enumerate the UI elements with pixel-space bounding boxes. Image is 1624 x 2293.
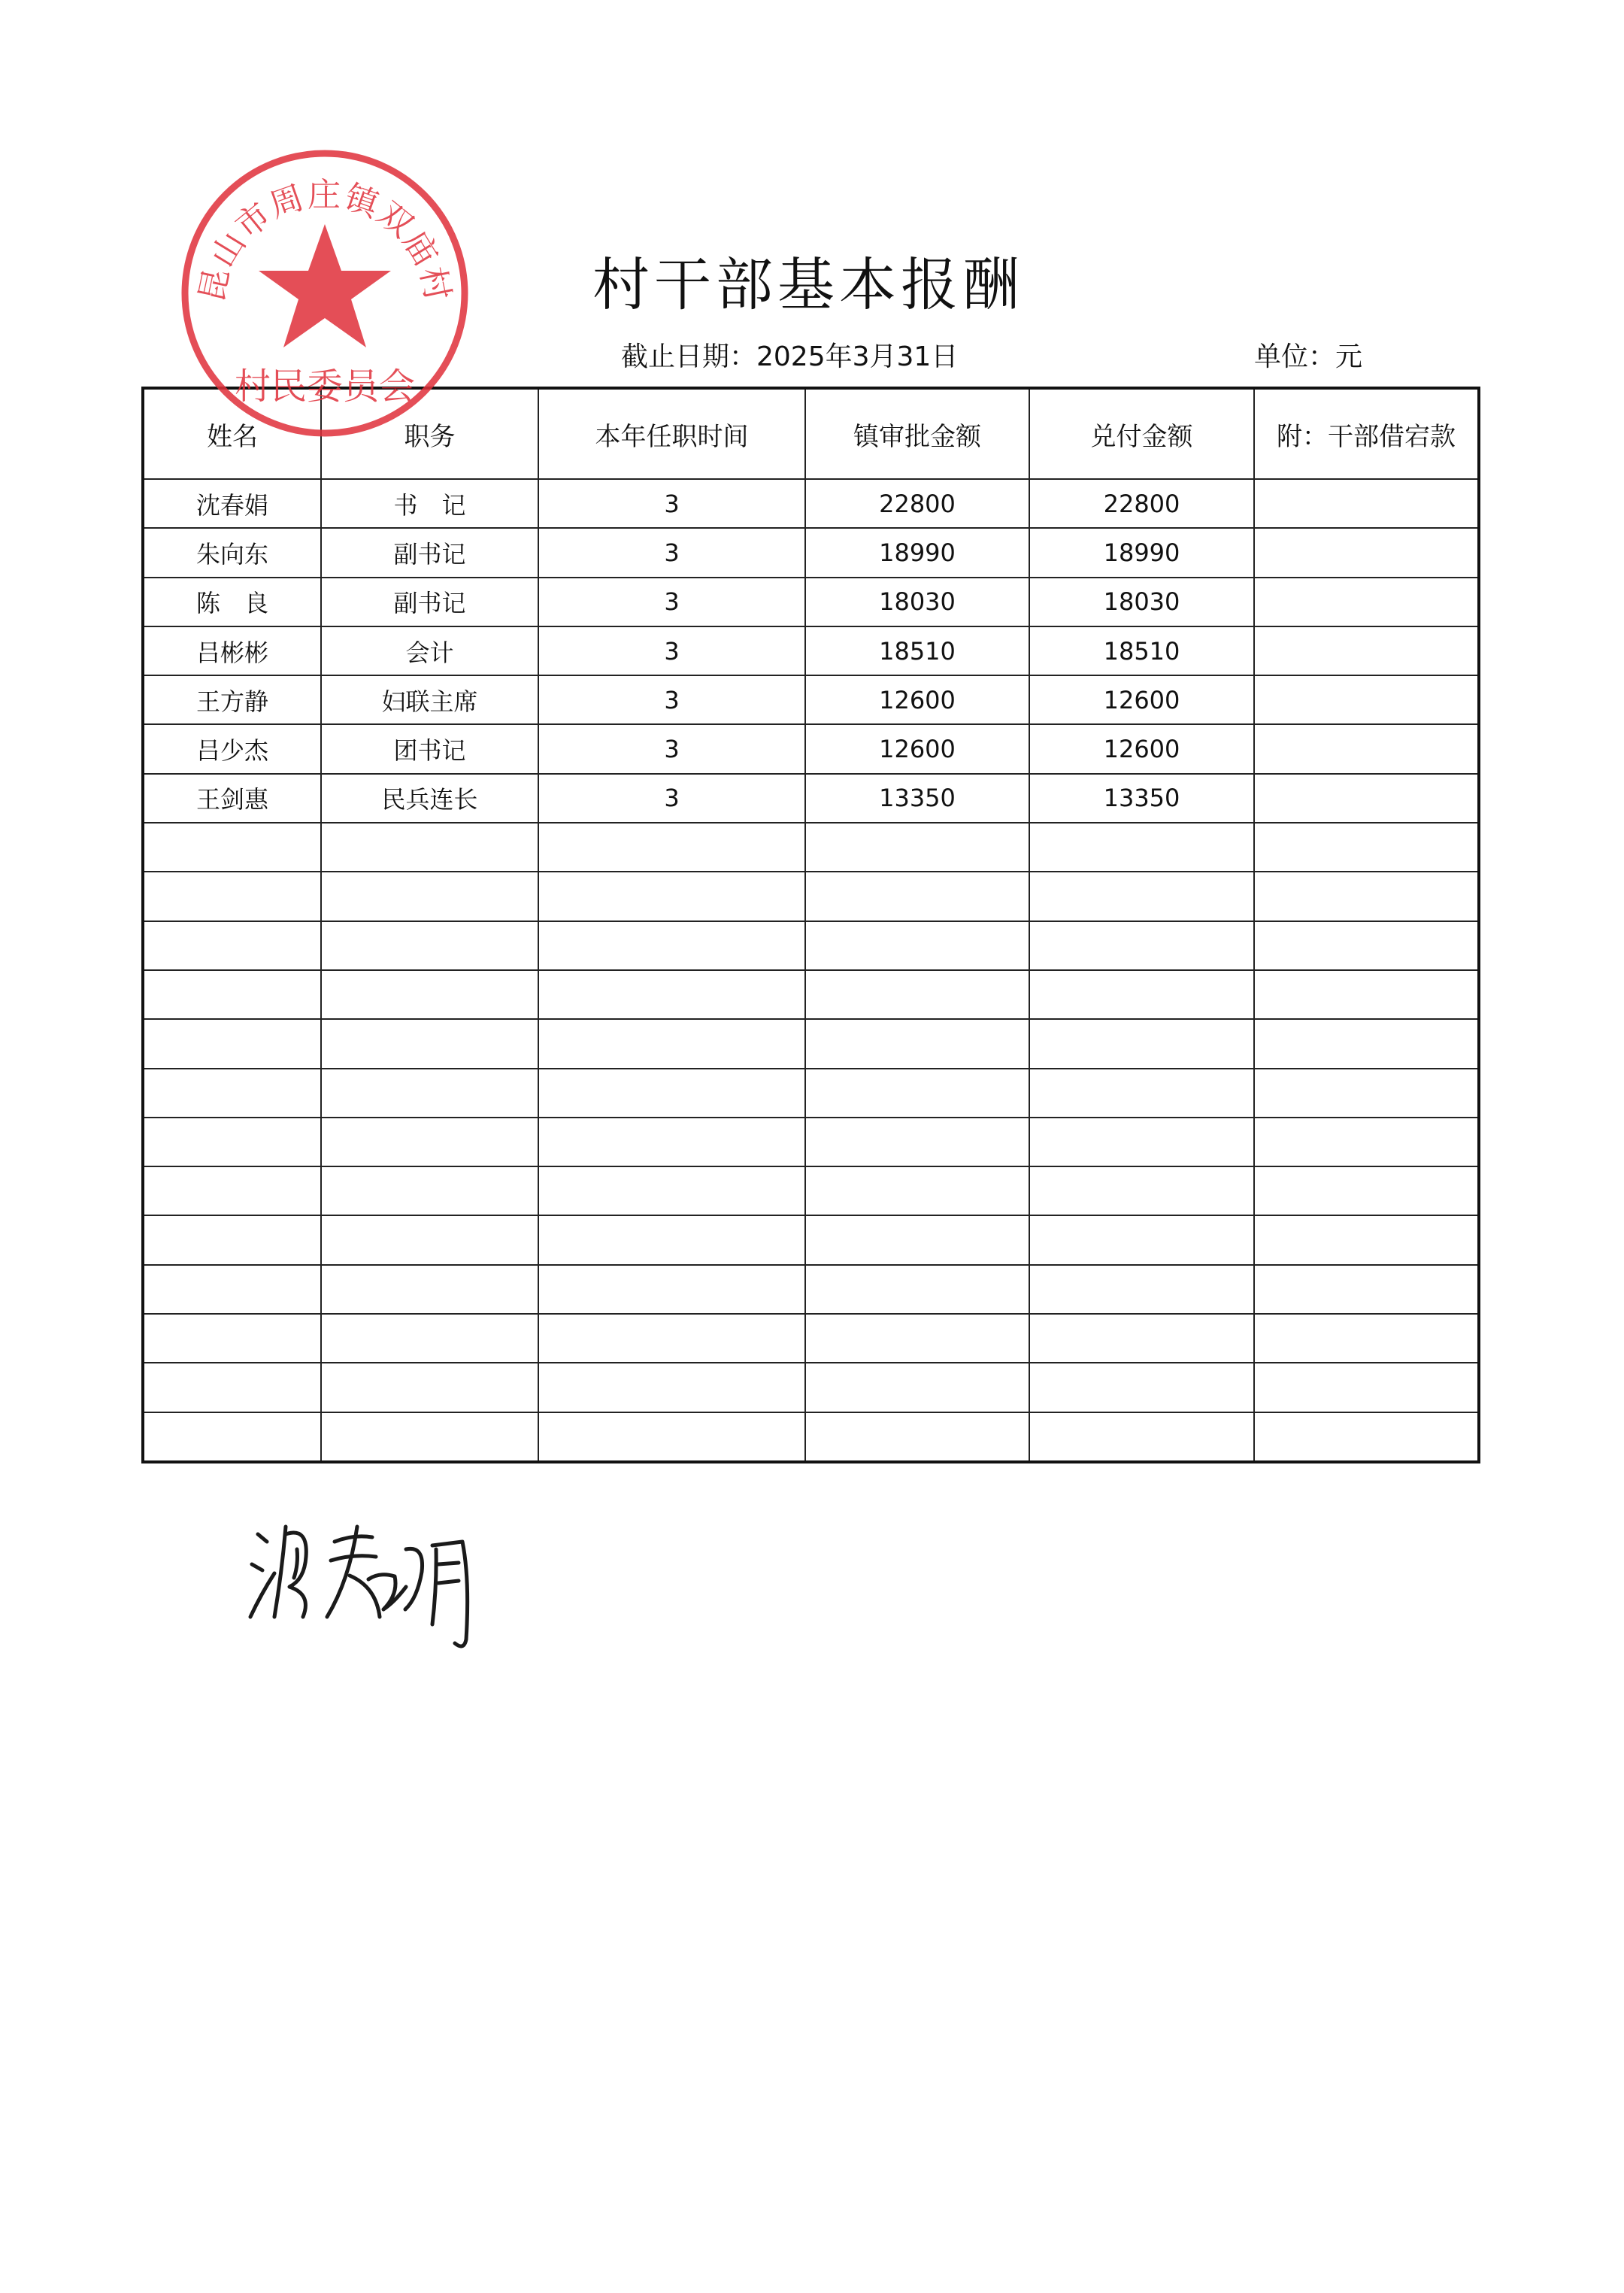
cell-approved-amount [805,1118,1029,1166]
cell-position [321,1069,538,1118]
table-row [143,872,1479,921]
cell-tenure: 3 [538,675,805,724]
cell-paid-amount [1029,1314,1254,1363]
cell-approved-amount: 12600 [805,724,1029,773]
cell-loan-note [1254,1215,1479,1264]
cell-tenure [538,1265,805,1314]
table-row [143,774,1479,823]
cell-name: 吕彬彬 [143,626,321,675]
cell-name [143,1118,321,1166]
cell-loan-note [1254,1118,1479,1166]
cell-position [321,1363,538,1412]
cell-approved-amount [805,1363,1029,1412]
cell-position: 会计 [321,626,538,675]
cell-approved-amount [805,1019,1029,1068]
official-seal [174,143,475,444]
cell-approved-amount: 12600 [805,675,1029,724]
header-name: 姓名 [143,388,321,479]
cell-tenure [538,1069,805,1118]
cell-loan-note [1254,1265,1479,1314]
cell-position [321,1215,538,1264]
cell-name: 沈春娟 [143,479,321,528]
cell-tenure: 3 [538,626,805,675]
cell-loan-note [1254,823,1479,872]
cell-name [143,1019,321,1068]
cell-approved-amount: 18990 [805,528,1029,577]
cell-loan-note [1254,578,1479,626]
header-paid-amount: 兑付金额 [1029,388,1254,479]
cell-loan-note [1254,528,1479,577]
cell-approved-amount [805,1265,1029,1314]
cell-paid-amount [1029,1069,1254,1118]
cell-name [143,921,321,970]
cell-tenure [538,1019,805,1068]
cell-loan-note [1254,675,1479,724]
cell-loan-note [1254,1166,1479,1215]
cell-tenure [538,823,805,872]
cell-position: 妇联主席 [321,675,538,724]
cell-tenure [538,1314,805,1363]
cell-position [321,1314,538,1363]
cell-paid-amount: 18990 [1029,528,1254,577]
table-row [143,528,1479,577]
cell-position [321,1412,538,1462]
cell-paid-amount [1029,921,1254,970]
cell-approved-amount [805,1412,1029,1462]
header-position: 职务 [321,388,538,479]
cell-position [321,1118,538,1166]
cell-position: 副书记 [321,578,538,626]
cell-position: 民兵连长 [321,774,538,823]
cell-name [143,823,321,872]
cell-name [143,1363,321,1412]
cell-position [321,823,538,872]
cell-position [321,921,538,970]
cell-position [321,1166,538,1215]
cell-position [321,1019,538,1068]
cell-tenure [538,970,805,1019]
table-row [143,724,1479,773]
cell-loan-note [1254,1412,1479,1462]
cell-approved-amount: 22800 [805,479,1029,528]
cell-loan-note [1254,479,1479,528]
cell-position: 团书记 [321,724,538,773]
cell-name [143,1412,321,1462]
cell-loan-note [1254,724,1479,773]
cell-position [321,1265,538,1314]
cell-paid-amount [1029,1166,1254,1215]
cell-name: 朱向东 [143,528,321,577]
cell-name: 吕少杰 [143,724,321,773]
cell-loan-note [1254,626,1479,675]
cell-tenure: 3 [538,479,805,528]
table-body [143,479,1479,1462]
table-row [143,1215,1479,1264]
cell-name: 陈 良 [143,578,321,626]
cell-paid-amount [1029,970,1254,1019]
cell-paid-amount: 12600 [1029,724,1254,773]
seal-inner-text: 村民委员会 [234,365,416,408]
cell-loan-note [1254,1069,1479,1118]
cell-approved-amount [805,1069,1029,1118]
cell-name [143,1166,321,1215]
cell-approved-amount [805,921,1029,970]
cell-tenure [538,1363,805,1412]
cell-tenure [538,1412,805,1462]
cell-approved-amount [805,1215,1029,1264]
cell-position [321,872,538,921]
cell-paid-amount [1029,872,1254,921]
table-row [143,823,1479,872]
cell-loan-note [1254,774,1479,823]
table-row [143,675,1479,724]
cell-position: 副书记 [321,528,538,577]
cell-loan-note [1254,921,1479,970]
cell-approved-amount: 13350 [805,774,1029,823]
cell-name [143,1314,321,1363]
table-row [143,970,1479,1019]
table-row [143,1412,1479,1462]
cell-name [143,1265,321,1314]
cell-paid-amount [1029,1019,1254,1068]
cell-loan-note [1254,872,1479,921]
cell-paid-amount [1029,823,1254,872]
handwritten-signature [244,1504,492,1655]
cell-tenure [538,1215,805,1264]
cell-name [143,970,321,1019]
cell-approved-amount [805,1314,1029,1363]
cell-name [143,1215,321,1264]
cell-position [321,970,538,1019]
cell-approved-amount: 18510 [805,626,1029,675]
cell-paid-amount: 22800 [1029,479,1254,528]
cell-paid-amount [1029,1215,1254,1264]
cell-name [143,872,321,921]
cell-tenure [538,1166,805,1215]
unit-label: 单位：元 [1254,341,1363,372]
table-row [143,1118,1479,1166]
cell-tenure [538,872,805,921]
cell-tenure [538,921,805,970]
cell-paid-amount: 18510 [1029,626,1254,675]
seal-star-icon [259,224,391,347]
cell-name [143,1069,321,1118]
cell-paid-amount [1029,1363,1254,1412]
cell-paid-amount [1029,1412,1254,1462]
table-row [143,1166,1479,1215]
header-approved-amount: 镇审批金额 [805,388,1029,479]
cell-approved-amount [805,970,1029,1019]
cell-approved-amount [805,823,1029,872]
cell-loan-note [1254,1363,1479,1412]
date-label: 截止日期：2025年3月31日 [621,341,959,372]
table-row [143,1265,1479,1314]
table-row [143,1314,1479,1363]
cell-tenure [538,1118,805,1166]
header-loan-note: 附：干部借宕款 [1254,388,1479,479]
table-row [143,921,1479,970]
table-row [143,479,1479,528]
table-row [143,1363,1479,1412]
cell-paid-amount [1029,1118,1254,1166]
cell-tenure: 3 [538,774,805,823]
cell-tenure: 3 [538,578,805,626]
table-row [143,1069,1479,1118]
cell-approved-amount: 18030 [805,578,1029,626]
cell-name: 王方静 [143,675,321,724]
cell-tenure: 3 [538,528,805,577]
cell-position: 书 记 [321,479,538,528]
cell-tenure: 3 [538,724,805,773]
cell-approved-amount [805,872,1029,921]
compensation-table [141,387,1480,1463]
cell-loan-note [1254,1019,1479,1068]
table-row [143,578,1479,626]
cell-name: 王剑惠 [143,774,321,823]
header-tenure: 本年任职时间 [538,388,805,479]
cell-paid-amount: 13350 [1029,774,1254,823]
cell-loan-note [1254,1314,1479,1363]
cell-paid-amount: 12600 [1029,675,1254,724]
seal-outer-text: 昆山市周庄镇双庙村 [192,176,457,306]
document-title-text: 村干部基本报酬 [592,251,1024,318]
cell-approved-amount [805,1166,1029,1215]
cell-paid-amount [1029,1265,1254,1314]
table-row [143,626,1479,675]
cell-paid-amount: 18030 [1029,578,1254,626]
cell-loan-note [1254,970,1479,1019]
table-row [143,1019,1479,1068]
